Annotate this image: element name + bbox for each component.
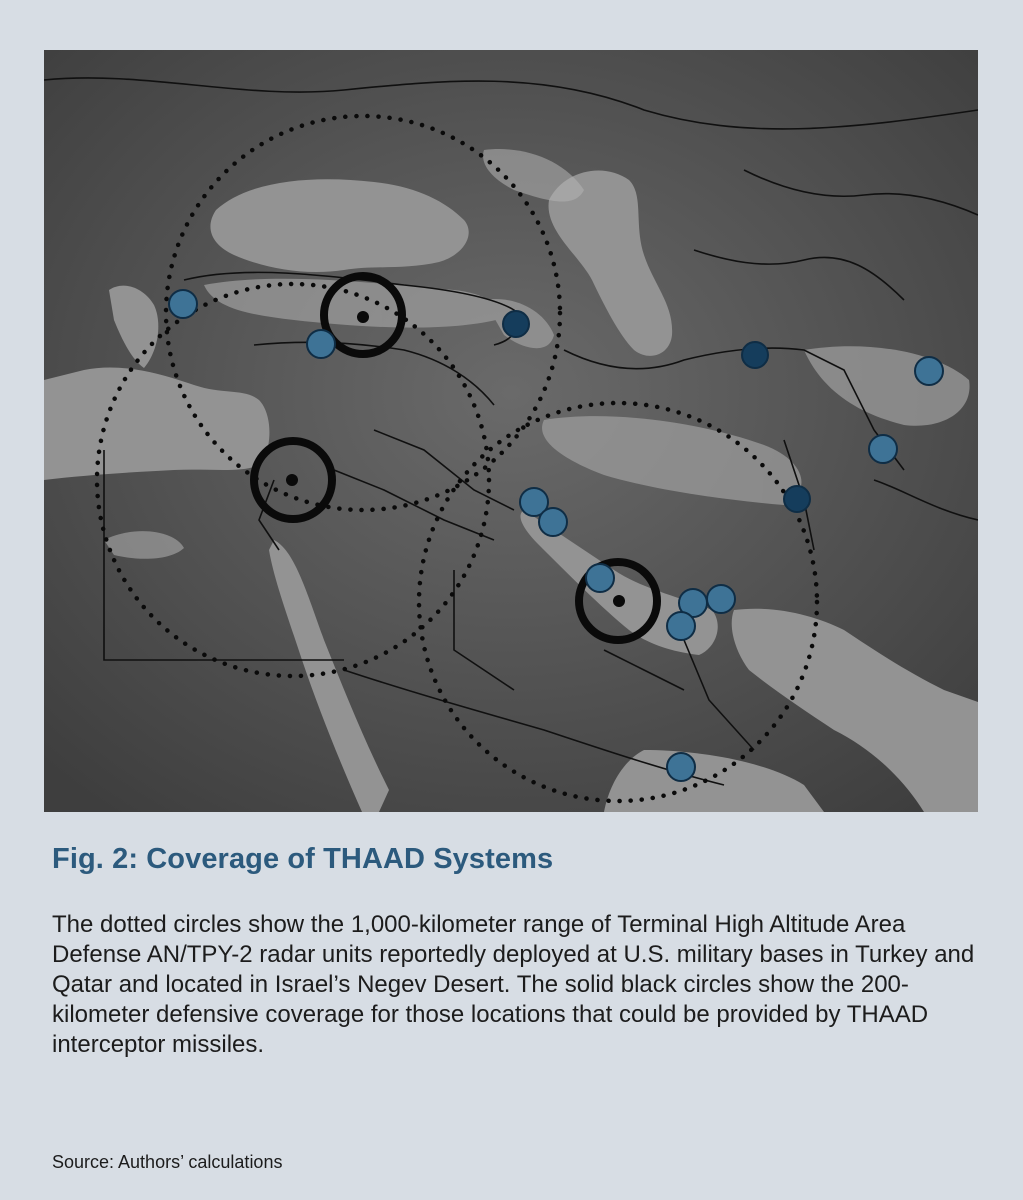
base-marker (915, 357, 943, 385)
figure-source: Source: Authors’ calculations (52, 1152, 283, 1172)
base-marker (869, 435, 897, 463)
base-marker (742, 342, 768, 368)
base-marker (667, 612, 695, 640)
base-marker (707, 585, 735, 613)
figure-title: Fig. 2: Coverage of THAAD Systems (52, 843, 554, 875)
base-marker (503, 311, 529, 337)
coverage-map (44, 50, 978, 812)
radar-site-israel (286, 474, 298, 486)
base-marker (784, 486, 810, 512)
radar-site-qatar (613, 595, 625, 607)
radar-site-turkey (357, 311, 369, 323)
figure-caption: The dotted circles show the 1,000-kilometer range of Terminal High Altitude Area Defense AN/TPY-2 radar units reportedly deployed at U.S. military bases in Turkey and Qatar and located in Israel’s Negev Desert. The solid black circles show the 200-kilometer defensive coverage for those locations that could be provided by THAAD interceptor missiles. (52, 911, 975, 1058)
base-marker (539, 508, 567, 536)
base-marker (307, 330, 335, 358)
base-marker (169, 290, 197, 318)
base-marker (586, 564, 614, 592)
map-panel (44, 50, 978, 812)
base-marker (667, 753, 695, 781)
